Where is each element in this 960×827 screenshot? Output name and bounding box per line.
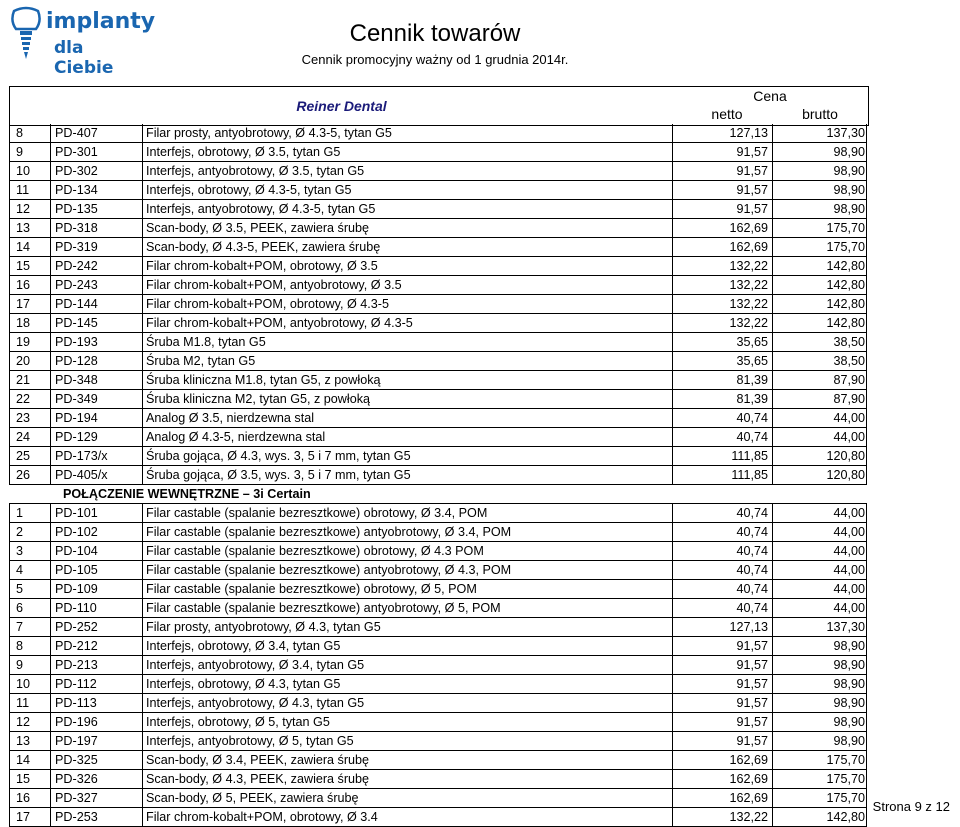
product-code: PD-129 <box>50 428 142 446</box>
row-number: 12 <box>9 713 50 731</box>
product-code: PD-253 <box>50 808 142 826</box>
product-code: PD-212 <box>50 637 142 655</box>
row-number: 11 <box>9 181 50 199</box>
product-description: Analog Ø 3.5, nierdzewna stal <box>142 409 672 427</box>
price-header: Cena <box>753 88 787 104</box>
table-row <box>9 371 867 390</box>
page-subtitle: Cennik promocyjny ważny od 1 grudnia 2014r. <box>301 52 569 67</box>
price-netto: 132,22 <box>672 295 772 313</box>
row-number: 17 <box>9 808 50 826</box>
table-row <box>9 124 867 143</box>
price-netto: 127,13 <box>672 618 772 636</box>
row-number: 26 <box>9 466 50 484</box>
product-description: Interfejs, antyobrotowy, Ø 4.3-5, tytan G5 <box>142 200 672 218</box>
price-brutto: 98,90 <box>772 694 867 712</box>
product-code: PD-213 <box>50 656 142 674</box>
product-code: PD-318 <box>50 219 142 237</box>
product-description: Filar prosty, antyobrotowy, Ø 4.3-5, tytan G5 <box>142 124 672 142</box>
table-row <box>9 352 867 371</box>
product-description: Filar castable (spalanie bezresztkowe) antyobrotowy, Ø 5, POM <box>142 599 672 617</box>
price-brutto: 44,00 <box>772 542 867 560</box>
table-row <box>9 219 867 238</box>
product-code: PD-193 <box>50 333 142 351</box>
price-brutto: 98,90 <box>772 200 867 218</box>
table-row <box>9 390 867 409</box>
price-brutto: 38,50 <box>772 352 867 370</box>
price-brutto: 44,00 <box>772 580 867 598</box>
product-code: PD-109 <box>50 580 142 598</box>
row-number: 8 <box>9 637 50 655</box>
table-row <box>9 295 867 314</box>
row-number: 17 <box>9 295 50 313</box>
product-code: PD-134 <box>50 181 142 199</box>
product-description: Scan-body, Ø 5, PEEK, zawiera śrubę <box>142 789 672 807</box>
table-row <box>9 503 867 523</box>
price-netto: 91,57 <box>672 637 772 655</box>
brutto-header: brutto <box>802 106 838 122</box>
product-code: PD-196 <box>50 713 142 731</box>
price-brutto: 44,00 <box>772 523 867 541</box>
price-netto: 91,57 <box>672 200 772 218</box>
price-brutto: 98,90 <box>772 637 867 655</box>
row-number: 23 <box>9 409 50 427</box>
row-number: 14 <box>9 238 50 256</box>
price-brutto: 137,30 <box>772 124 867 142</box>
product-description: Interfejs, obrotowy, Ø 4.3, tytan G5 <box>142 675 672 693</box>
product-description: Interfejs, antyobrotowy, Ø 5, tytan G5 <box>142 732 672 750</box>
price-netto: 81,39 <box>672 390 772 408</box>
product-description: Scan-body, Ø 3.5, PEEK, zawiera śrubę <box>142 219 672 237</box>
product-description: Śruba gojąca, Ø 3.5, wys. 3, 5 i 7 mm, tytan G5 <box>142 466 672 484</box>
price-brutto: 44,00 <box>772 599 867 617</box>
price-netto: 35,65 <box>672 352 772 370</box>
row-number: 8 <box>9 124 50 142</box>
price-netto: 91,57 <box>672 162 772 180</box>
product-code: PD-113 <box>50 694 142 712</box>
product-code: PD-302 <box>50 162 142 180</box>
table-row <box>9 580 867 599</box>
price-brutto: 175,70 <box>772 751 867 769</box>
price-brutto: 98,90 <box>772 162 867 180</box>
table-row <box>9 333 867 352</box>
product-code: PD-301 <box>50 143 142 161</box>
table-row <box>9 257 867 276</box>
product-code: PD-197 <box>50 732 142 750</box>
product-description: Scan-body, Ø 4.3-5, PEEK, zawiera śrubę <box>142 238 672 256</box>
price-netto: 40,74 <box>672 504 772 522</box>
table-header <box>9 86 869 126</box>
product-code: PD-173/x <box>50 447 142 465</box>
price-netto: 162,69 <box>672 770 772 788</box>
product-description: Interfejs, obrotowy, Ø 3.4, tytan G5 <box>142 637 672 655</box>
price-brutto: 38,50 <box>772 333 867 351</box>
price-netto: 91,57 <box>672 713 772 731</box>
product-description: Filar castable (spalanie bezresztkowe) obrotowy, Ø 4.3 POM <box>142 542 672 560</box>
price-brutto: 175,70 <box>772 789 867 807</box>
product-code: PD-327 <box>50 789 142 807</box>
row-number: 19 <box>9 333 50 351</box>
table-row <box>9 409 867 428</box>
section-row <box>9 485 867 503</box>
product-description: Interfejs, antyobrotowy, Ø 3.5, tytan G5 <box>142 162 672 180</box>
price-netto: 40,74 <box>672 523 772 541</box>
product-code: PD-128 <box>50 352 142 370</box>
product-description: Analog Ø 4.3-5, nierdzewna stal <box>142 428 672 446</box>
product-code: PD-242 <box>50 257 142 275</box>
price-netto: 132,22 <box>672 808 772 826</box>
price-brutto: 44,00 <box>772 409 867 427</box>
row-number: 16 <box>9 789 50 807</box>
row-number: 12 <box>9 200 50 218</box>
product-code: PD-319 <box>50 238 142 256</box>
price-netto: 40,74 <box>672 580 772 598</box>
product-code: PD-349 <box>50 390 142 408</box>
price-netto: 35,65 <box>672 333 772 351</box>
price-brutto: 142,80 <box>772 295 867 313</box>
row-number: 10 <box>9 162 50 180</box>
price-netto: 91,57 <box>672 656 772 674</box>
price-brutto: 142,80 <box>772 257 867 275</box>
row-number: 9 <box>9 656 50 674</box>
table-row <box>9 428 867 447</box>
price-brutto: 142,80 <box>772 276 867 294</box>
row-number: 1 <box>9 504 50 522</box>
row-number: 13 <box>9 732 50 750</box>
product-description: Filar chrom-kobalt+POM, obrotowy, Ø 4.3-5 <box>142 295 672 313</box>
row-number: 24 <box>9 428 50 446</box>
row-number: 16 <box>9 276 50 294</box>
supplier-label: Reiner Dental <box>296 98 387 114</box>
product-description: Scan-body, Ø 3.4, PEEK, zawiera śrubę <box>142 751 672 769</box>
price-netto: 132,22 <box>672 276 772 294</box>
price-brutto: 175,70 <box>772 770 867 788</box>
row-number: 15 <box>9 257 50 275</box>
price-brutto: 98,90 <box>772 713 867 731</box>
product-code: PD-105 <box>50 561 142 579</box>
table-row <box>9 523 867 542</box>
price-netto: 40,74 <box>672 599 772 617</box>
price-brutto: 142,80 <box>772 808 867 826</box>
table-row <box>9 143 867 162</box>
table-row <box>9 637 867 656</box>
row-number: 20 <box>9 352 50 370</box>
product-code: PD-326 <box>50 770 142 788</box>
product-description: Śruba M2, tytan G5 <box>142 352 672 370</box>
brand-line1: implanty <box>46 9 156 34</box>
row-number: 6 <box>9 599 50 617</box>
table-row <box>9 713 867 732</box>
product-description: Interfejs, obrotowy, Ø 3.5, tytan G5 <box>142 143 672 161</box>
table-row <box>9 314 867 333</box>
table-row <box>9 789 867 808</box>
product-description: Śruba gojąca, Ø 4.3, wys. 3, 5 i 7 mm, tytan G5 <box>142 447 672 465</box>
product-description: Interfejs, antyobrotowy, Ø 4.3, tytan G5 <box>142 694 672 712</box>
product-description: Filar chrom-kobalt+POM, antyobrotowy, Ø 3.5 <box>142 276 672 294</box>
table-row <box>9 599 867 618</box>
price-netto: 162,69 <box>672 219 772 237</box>
product-code: PD-104 <box>50 542 142 560</box>
price-netto: 81,39 <box>672 371 772 389</box>
row-number: 22 <box>9 390 50 408</box>
netto-header: netto <box>711 106 743 122</box>
price-netto: 162,69 <box>672 751 772 769</box>
price-brutto: 87,90 <box>772 371 867 389</box>
product-description: Śruba kliniczna M2, tytan G5, z powłoką <box>142 390 672 408</box>
price-brutto: 175,70 <box>772 219 867 237</box>
price-netto: 91,57 <box>672 694 772 712</box>
price-netto: 162,69 <box>672 238 772 256</box>
product-description: Filar prosty, antyobrotowy, Ø 4.3, tytan G5 <box>142 618 672 636</box>
product-code: PD-194 <box>50 409 142 427</box>
product-code: PD-135 <box>50 200 142 218</box>
table-row <box>9 732 867 751</box>
product-code: PD-405/x <box>50 466 142 484</box>
row-number: 25 <box>9 447 50 465</box>
product-code: PD-325 <box>50 751 142 769</box>
price-netto: 127,13 <box>672 124 772 142</box>
table-row <box>9 808 867 827</box>
page-number: Strona 9 z 12 <box>872 799 950 814</box>
product-code: PD-243 <box>50 276 142 294</box>
section-title: POŁĄCZENIE WEWNĘTRZNE – 3i Certain <box>63 487 311 501</box>
price-netto: 91,57 <box>672 143 772 161</box>
row-number: 11 <box>9 694 50 712</box>
product-code: PD-102 <box>50 523 142 541</box>
price-netto: 91,57 <box>672 675 772 693</box>
row-number: 10 <box>9 675 50 693</box>
page-title: Cennik towarów <box>349 20 521 47</box>
product-description: Filar castable (spalanie bezresztkowe) obrotowy, Ø 5, POM <box>142 580 672 598</box>
table-row <box>9 542 867 561</box>
table-row <box>9 200 867 219</box>
table-row <box>9 694 867 713</box>
product-description: Interfejs, obrotowy, Ø 5, tytan G5 <box>142 713 672 731</box>
price-brutto: 44,00 <box>772 561 867 579</box>
row-number: 3 <box>9 542 50 560</box>
row-number: 2 <box>9 523 50 541</box>
price-brutto: 98,90 <box>772 656 867 674</box>
product-description: Filar chrom-kobalt+POM, obrotowy, Ø 3.4 <box>142 808 672 826</box>
price-netto: 40,74 <box>672 428 772 446</box>
table-row <box>9 238 867 257</box>
price-table <box>9 124 867 827</box>
row-number: 5 <box>9 580 50 598</box>
product-description: Filar castable (spalanie bezresztkowe) antyobrotowy, Ø 3.4, POM <box>142 523 672 541</box>
price-brutto: 120,80 <box>772 466 867 484</box>
price-netto: 111,85 <box>672 466 772 484</box>
row-number: 13 <box>9 219 50 237</box>
price-brutto: 44,00 <box>772 504 867 522</box>
table-row <box>9 447 867 466</box>
table-row <box>9 181 867 200</box>
price-netto: 162,69 <box>672 789 772 807</box>
price-netto: 91,57 <box>672 732 772 750</box>
row-number: 15 <box>9 770 50 788</box>
price-brutto: 98,90 <box>772 732 867 750</box>
product-description: Filar chrom-kobalt+POM, antyobrotowy, Ø 4.3-5 <box>142 314 672 332</box>
product-description: Filar castable (spalanie bezresztkowe) obrotowy, Ø 3.4, POM <box>142 504 672 522</box>
product-description: Śruba kliniczna M1.8, tytan G5, z powłoką <box>142 371 672 389</box>
price-brutto: 98,90 <box>772 675 867 693</box>
price-brutto: 44,00 <box>772 428 867 446</box>
product-code: PD-110 <box>50 599 142 617</box>
row-number: 4 <box>9 561 50 579</box>
price-brutto: 120,80 <box>772 447 867 465</box>
price-brutto: 98,90 <box>772 143 867 161</box>
table-row <box>9 561 867 580</box>
table-row <box>9 751 867 770</box>
product-code: PD-252 <box>50 618 142 636</box>
product-description: Interfejs, antyobrotowy, Ø 3.4, tytan G5 <box>142 656 672 674</box>
table-row <box>9 770 867 789</box>
product-description: Filar castable (spalanie bezresztkowe) antyobrotowy, Ø 4.3, POM <box>142 561 672 579</box>
product-description: Scan-body, Ø 4.3, PEEK, zawiera śrubę <box>142 770 672 788</box>
price-netto: 40,74 <box>672 542 772 560</box>
price-netto: 111,85 <box>672 447 772 465</box>
price-netto: 40,74 <box>672 409 772 427</box>
product-description: Interfejs, obrotowy, Ø 4.3-5, tytan G5 <box>142 181 672 199</box>
table-row <box>9 276 867 295</box>
product-code: PD-407 <box>50 124 142 142</box>
product-code: PD-144 <box>50 295 142 313</box>
price-netto: 132,22 <box>672 314 772 332</box>
product-code: PD-101 <box>50 504 142 522</box>
product-code: PD-112 <box>50 675 142 693</box>
product-description: Śruba M1.8, tytan G5 <box>142 333 672 351</box>
price-brutto: 87,90 <box>772 390 867 408</box>
price-brutto: 137,30 <box>772 618 867 636</box>
price-netto: 91,57 <box>672 181 772 199</box>
price-brutto: 98,90 <box>772 181 867 199</box>
table-row <box>9 675 867 694</box>
row-number: 9 <box>9 143 50 161</box>
table-row <box>9 466 867 485</box>
table-row <box>9 162 867 181</box>
product-code: PD-145 <box>50 314 142 332</box>
price-netto: 40,74 <box>672 561 772 579</box>
price-brutto: 142,80 <box>772 314 867 332</box>
table-row <box>9 656 867 675</box>
table-row <box>9 618 867 637</box>
price-netto: 132,22 <box>672 257 772 275</box>
row-number: 21 <box>9 371 50 389</box>
product-code: PD-348 <box>50 371 142 389</box>
row-number: 18 <box>9 314 50 332</box>
price-brutto: 175,70 <box>772 238 867 256</box>
brand-line2: dla Ciebie <box>54 38 114 78</box>
row-number: 14 <box>9 751 50 769</box>
row-number: 7 <box>9 618 50 636</box>
product-description: Filar chrom-kobalt+POM, obrotowy, Ø 3.5 <box>142 257 672 275</box>
